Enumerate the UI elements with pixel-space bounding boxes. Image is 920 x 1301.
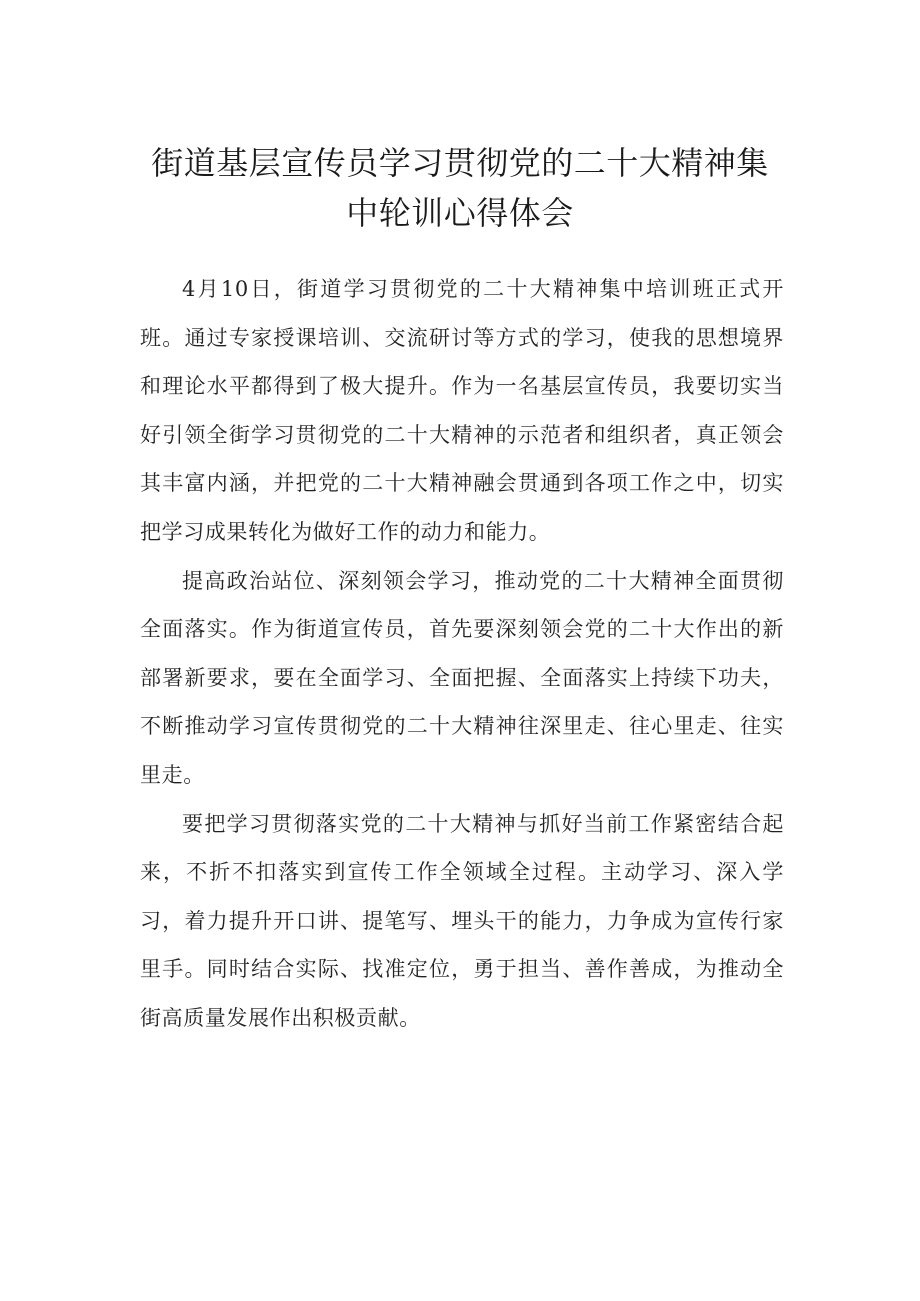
paragraph-2: 提高政治站位、深刻领会学习，推动党的二十大精神全面贯彻全面落实。作为街道宣传员，首先要深刻领会党的二十大作出的新部署新要求，要在全面学习、全面把握、全面落实上持续下功夫，不断推动学习宣传贯彻党的二十大精神往深里走、往心里走、往实里走。: [140, 568, 784, 787]
document-title: [140, 138, 780, 238]
title-line-1: 街道基层宣传员学习贯彻党的二十大精神集: [151, 144, 769, 182]
paragraph-3: 要把学习贯彻落实党的二十大精神与抓好当前工作紧密结合起来，不折不扣落实到宣传工作全领域全过程。主动学习、深入学习，着力提升开口讲、提笔写、埋头干的能力，力争成为宣传行家里手。同时结合实际、找准定位，勇于担当、善作善成，为推动全街高质量发展作出积极贡献。: [140, 811, 784, 1030]
title-line-2: 中轮训心得体会: [346, 194, 574, 232]
document-body: [140, 265, 784, 1043]
paragraph-1: 4月10日，街道学习贯彻党的二十大精神集中培训班正式开班。通过专家授课培训、交流研讨等方式的学习，使我的思想境界和理论水平都得到了极大提升。作为一名基层宣传员，我要切实当好引领全街学习贯彻党的二十大精神的示范者和组织者，真正领会其丰富内涵，并把党的二十大精神融会贯通到各项工作之中，切实把学习成果转化为做好工作的动力和能力。: [140, 277, 784, 544]
